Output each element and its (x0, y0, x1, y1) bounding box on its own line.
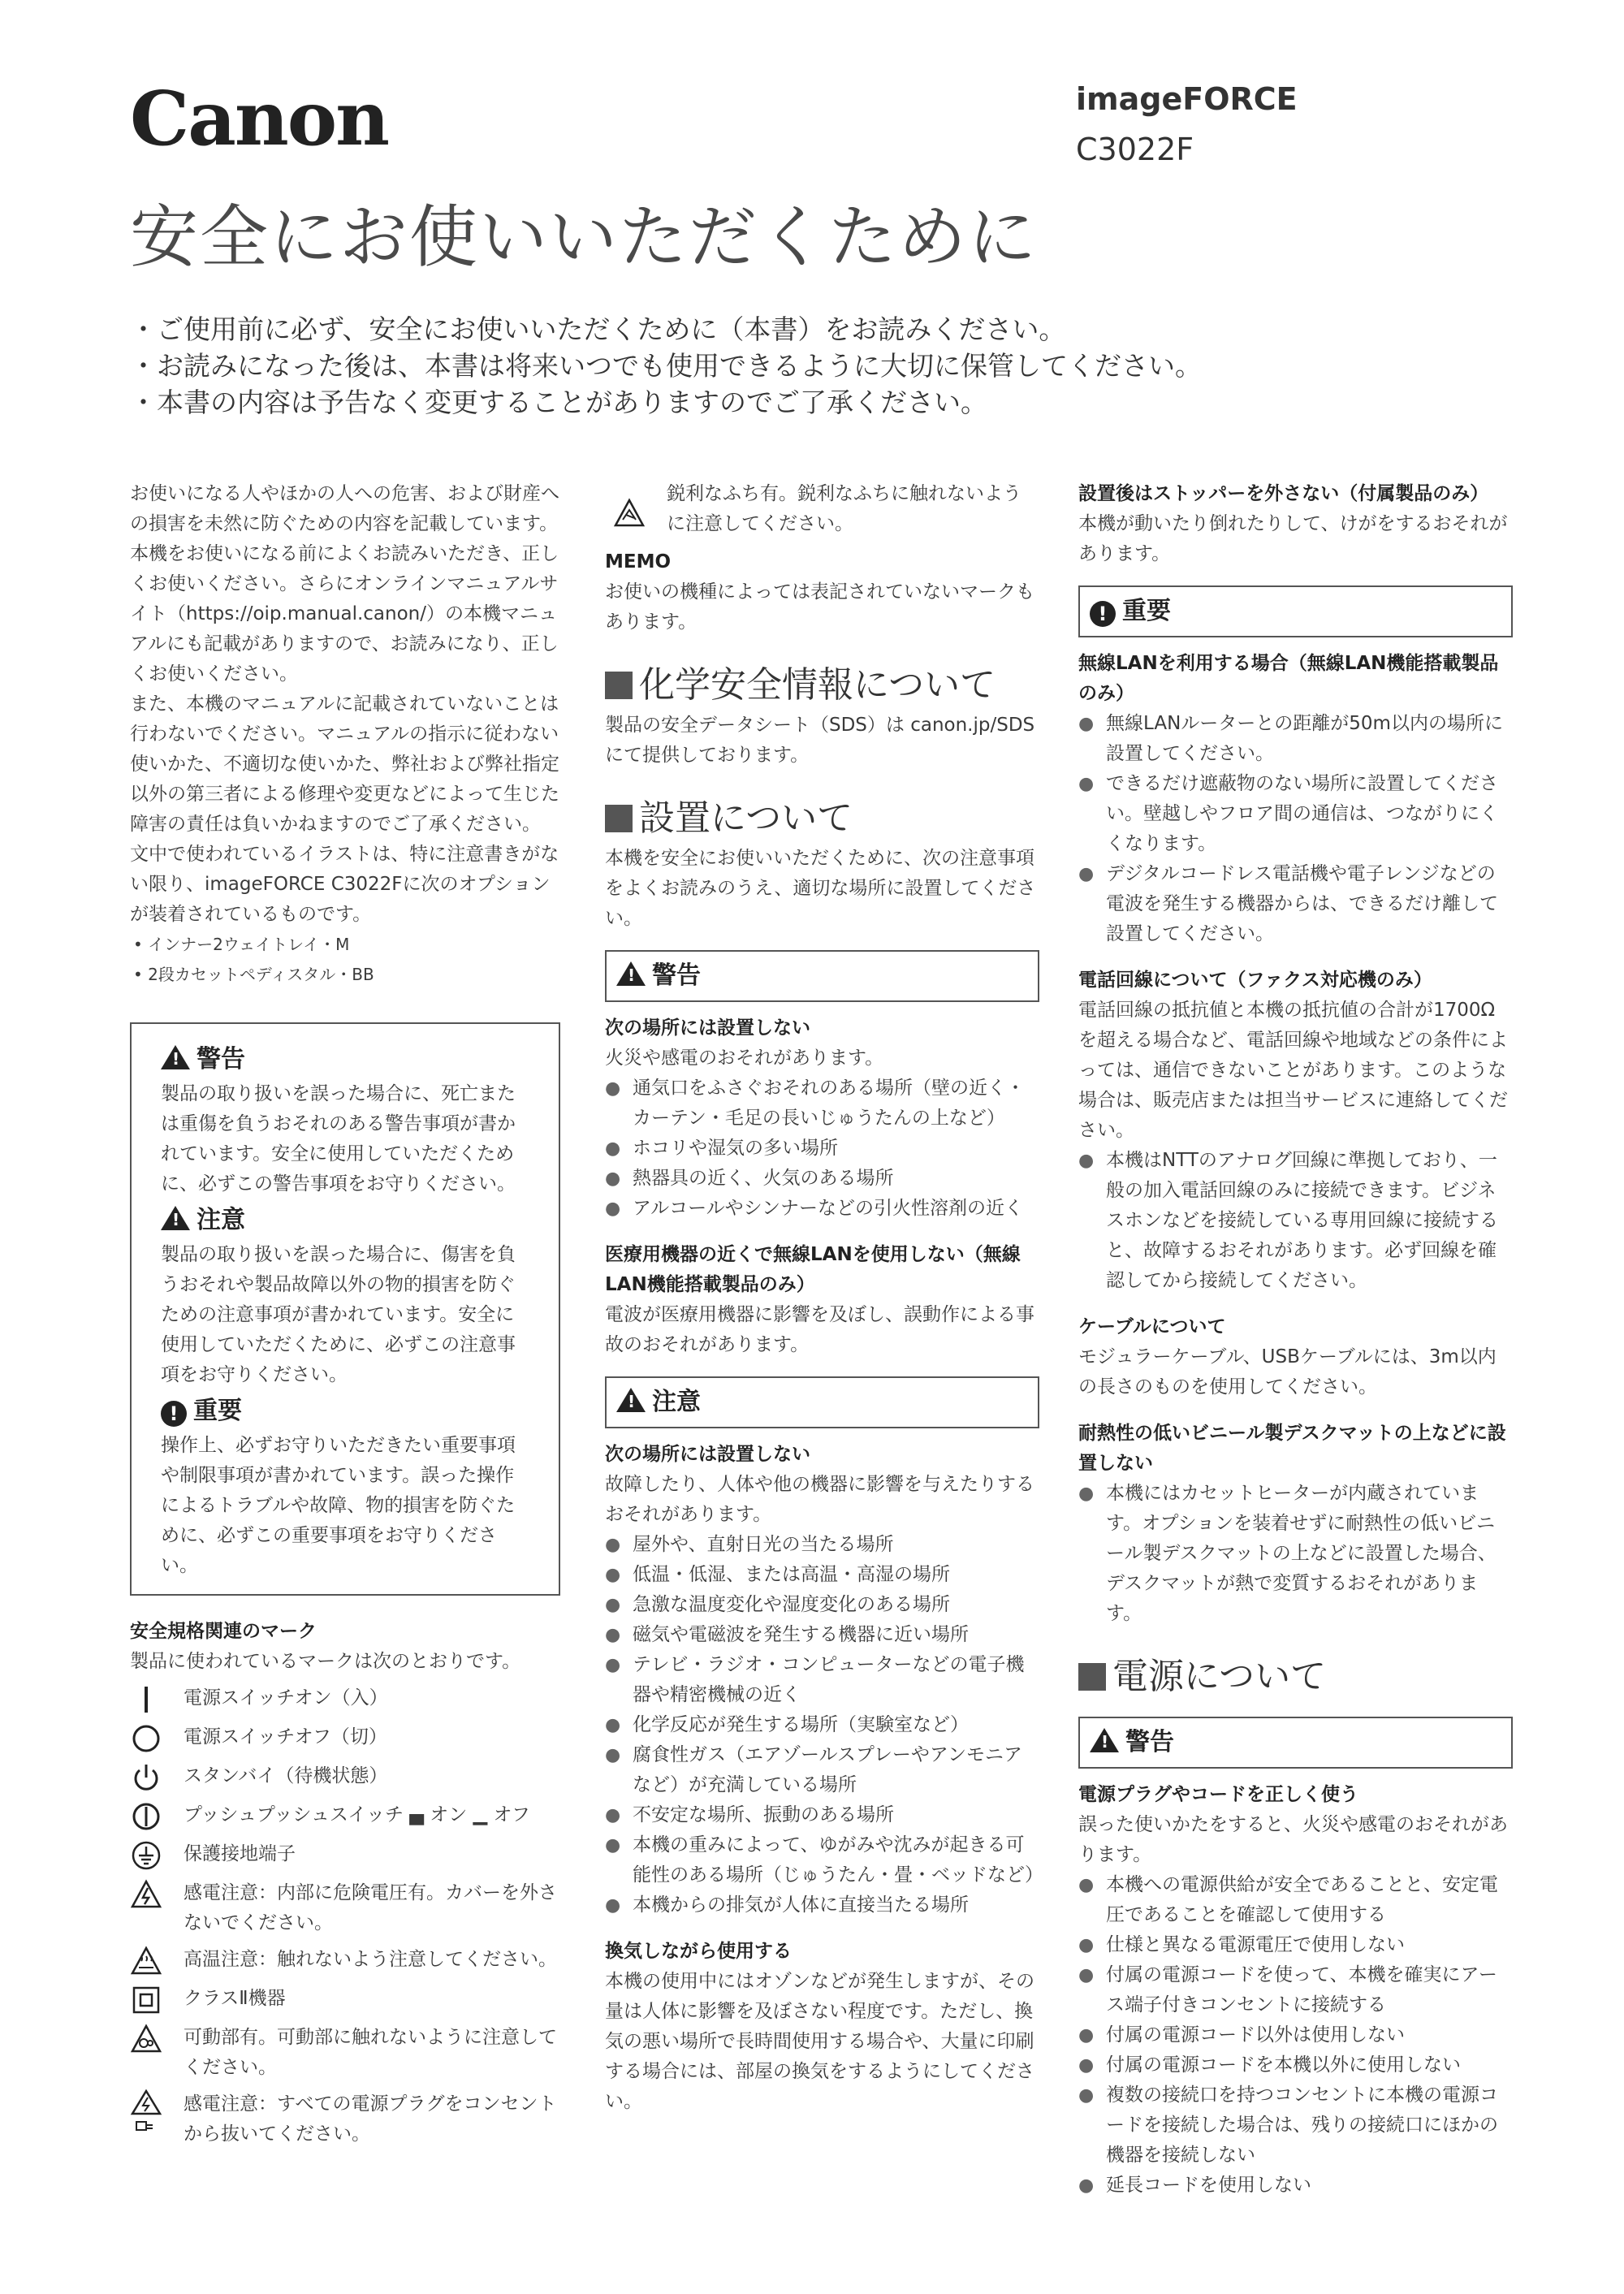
list-item: ● デジタルコードレス電話機や電子レンジなどの電波を発生する機器からは、できるだけ離して設置してください。 (1078, 859, 1513, 949)
legend-caution-text: 製品の取り扱いを誤った場合に、傷害を負うおそれや製品故障以外の物的損害を防ぐための注意事項が書かれています。安全に使用していただくために、必ずこの注意事項をお守りください。 (161, 1244, 516, 1385)
list-item: ● 熱器具の近く、火気のある場所 (605, 1164, 1039, 1194)
list-item: ● 延長コードを使用しない (1078, 2171, 1513, 2201)
option-item: • 2段カセットペディスタル・BB (133, 965, 374, 984)
moving-parts-icon (130, 2023, 162, 2055)
list-item: ● 通気口をふさぐおそれのある場所（壁の近く・カーテン・毛足の長いじゅうたんの上など） (605, 1074, 1039, 1134)
power-on-icon (130, 1683, 162, 1716)
list-item: ● 本機にはカセットヒーターが内蔵されています。オプションを装着せずに耐熱性の低いビニール製デスクマットの上などに設置した場合、デスクマットが熱で変質するおそれがあります。 (1078, 1479, 1513, 1629)
intro-line: ・ご使用前に必ず、安全にお使いいただくために（本書）をお読みください。 (130, 313, 1066, 345)
warning-box-header: !警告 (1078, 1717, 1513, 1769)
list-item: ● 本機の重みによって、ゆがみや沈みが起きる可能性のある場所（じゅうたん・畳・ベッドなど） (605, 1830, 1039, 1890)
mark-label: 感電注意：内部に危険電圧有。カバーを外さないでください。 (184, 1882, 557, 1933)
section-heading-chemical: 化学安全情報について (605, 662, 1039, 709)
important-icon: ! (161, 1401, 187, 1427)
sharp-edge-icon (613, 497, 646, 529)
mark-row (130, 1683, 560, 1716)
caution-icon (161, 1206, 190, 1230)
mark-label: 保護接地端子 (184, 1843, 296, 1864)
list-item: ● 無線LANルーターとの距離が50m以内の場所に設置してください。 (1078, 709, 1513, 769)
mark-label: 鋭利なふち有。鋭利なふちに触れないように注意してください。 (667, 483, 1021, 534)
mark-row (130, 1800, 560, 1833)
marks-title: 安全規格関連のマーク (130, 1621, 317, 1642)
mark-label: 可動部有。可動部に触れないように注意してください。 (184, 2027, 557, 2078)
canon-logo: Canon (130, 75, 388, 162)
mark-row (605, 479, 1039, 539)
list-item: ● 付属の電源コード以外は使用しない (1078, 2020, 1513, 2050)
list-item: ● 化学反応が発生する場所（実験室など） (605, 1710, 1039, 1740)
list-item: ● アルコールやシンナーなどの引火性溶剤の近く (605, 1194, 1039, 1224)
legend-caution-title: !注意 (161, 1203, 529, 1238)
body-paragraph: 本機を安全にお使いいただくために、次の注意事項をよくお読みのうえ、適切な場所に設置してください。 (605, 848, 1036, 929)
legend-warning-text: 製品の取り扱いを誤った場合に、死亡または重傷を負うおそれのある警告事項が書かれています。安全に使用していただくために、必ずこの警告事項をお守りください。 (161, 1083, 516, 1195)
warning-icon (1090, 1728, 1119, 1752)
mark-row (130, 1984, 560, 2016)
list-item: ● できるだけ遮蔽物のない場所に設置してください。壁越しやフロア間の通信は、つながりにくくなります。 (1078, 769, 1513, 859)
subheading: 電源プラグやコードを正しく使う (1078, 1784, 1358, 1805)
mark-label: スタンバイ（待機状態） (184, 1765, 388, 1786)
protective-earth-icon (130, 1839, 162, 1872)
list-item: ● 本機はNTTのアナログ回線に準拠しており、一般の加入電話回線のみに接続できます。ビジネスホンなどを接続している専用回線に接続すると、故障するおそれがあります。必ず回線を確認してから接続してください。 (1078, 1146, 1513, 1296)
mark-row (130, 1945, 560, 1977)
body-paragraph: 文中で使われているイラストは、特に注意書きがない限り、imageFORCE C3022Fに次のオプションが装着されているものです。 (130, 844, 559, 925)
list-item: ● ホコリや湿気の多い場所 (605, 1134, 1039, 1164)
subheading: 耐熱性の低いビニール製デスクマットの上などに設置しない (1078, 1423, 1506, 1474)
list-item: ● 付属の電源コードを本機以外に使用しない (1078, 2050, 1513, 2080)
standby-icon (130, 1761, 162, 1794)
push-push-switch-icon (130, 1800, 162, 1833)
mark-row (130, 1878, 560, 1938)
warning-icon (161, 1045, 190, 1069)
unplug-all-icon (130, 2089, 162, 2135)
legend-warning-title: !警告 (161, 1042, 529, 1078)
list-item: ● 腐食性ガス（エアゾールスプレーやアンモニアなど）が充満している場所 (605, 1740, 1039, 1800)
subheading: 次の場所には設置しない (605, 1444, 810, 1465)
column-middle (605, 479, 1043, 2117)
mark-row (130, 1839, 560, 1872)
subheading: 医療用機器の近くで無線LANを使用しない（無線LAN機能搭載製品のみ） (605, 1244, 1021, 1295)
caution-icon (616, 1388, 646, 1412)
model-series: imageFORCE (1076, 81, 1298, 117)
mark-label: 電源スイッチオフ（切） (184, 1726, 387, 1748)
memo-title: MEMO (605, 551, 672, 572)
memo-text: お使いの機種によっては表記されていないマークもあります。 (605, 581, 1034, 633)
list-item: ● 仕様と異なる電源電圧で使用しない (1078, 1930, 1513, 1960)
mark-label: 感電注意：すべての電源プラグをコンセントから抜いてください。 (184, 2093, 557, 2145)
column-left (130, 479, 560, 2149)
body-paragraph: 電波が医療用機器に影響を及ぼし、誤動作による事故のおそれがあります。 (605, 1304, 1034, 1355)
intro-line: ・お読みになった後は、本書は将来いつでも使用できるように大切に保管してください。 (130, 350, 1202, 382)
section-heading-installation: 設置について (605, 795, 1039, 842)
column-right (1078, 479, 1513, 2201)
list-item: ● 磁気や電磁波を発生する機器に近い場所 (605, 1620, 1039, 1650)
body-paragraph: 火災や感電のおそれがあります。 (605, 1048, 884, 1069)
caution-box-header: !注意 (605, 1376, 1039, 1428)
mark-label: 高温注意：触れないよう注意してください。 (184, 1949, 557, 1970)
body-paragraph: お使いになる人やほかの人への危害、および財産への損害を未然に防ぐための内容を記載しています。本機をお使いになる前によくお読みいただき、正しくお使いください。さらにオンラインマニュアルサイト（https://oip.manual.canon/）の本機マニュアルにも記載がありますので、お読みになり、正しくお使いください。 (130, 483, 559, 685)
list-item: ● 不安定な場所、振動のある場所 (605, 1800, 1039, 1830)
mark-row (130, 2089, 560, 2149)
section-heading-power: 電源について (1078, 1653, 1513, 1700)
square-bullet-icon (605, 672, 633, 699)
square-bullet-icon (605, 805, 633, 832)
list-item: ● 複数の接続口を持つコンセントに本機の電源コードを接続した場合は、残りの接続口にほかの機器を接続しない (1078, 2080, 1513, 2171)
list-item: ● 屋外や、直射日光の当たる場所 (605, 1530, 1039, 1560)
square-bullet-icon (1078, 1663, 1106, 1691)
body-paragraph: また、本機のマニュアルに記載されていないことは行わないでください。マニュアルの指示に従わない使いかた、不適切な使いかた、弊社および弊社指定以外の第三者による修理や変更などによって生じた障害の責任は負いかねますのでご了承ください。 (130, 693, 559, 835)
body-paragraph: 誤った使いかたをすると、火災や感電のおそれがあります。 (1078, 1814, 1508, 1865)
mark-row (130, 1761, 560, 1794)
important-box-header: ! 重要 (1078, 585, 1513, 637)
body-paragraph: 製品の安全データシート（SDS）は canon.jp/SDS にて提供しております。 (605, 715, 1035, 766)
power-off-icon (130, 1722, 162, 1755)
list-item: ● 本機への電源供給が安全であることと、安定電圧であることを確認して使用する (1078, 1870, 1513, 1930)
subheading: ケーブルについて (1078, 1316, 1226, 1337)
mark-label: クラスⅡ機器 (184, 1988, 286, 2009)
warning-box-header: !警告 (605, 950, 1039, 1002)
subheading: 換気しながら使用する (605, 1941, 792, 1962)
option-item: • インナー2ウェイトレイ・M (133, 935, 350, 954)
legend-important-title: ! 重要 (161, 1393, 529, 1429)
list-item: ● 低温・低湿、または高温・高湿の場所 (605, 1560, 1039, 1590)
subheading: 電話回線について（ファクス対応機のみ） (1078, 970, 1432, 991)
list-item: ● 付属の電源コードを使って、本機を確実にアース端子付きコンセントに接続する (1078, 1960, 1513, 2020)
hot-surface-icon (130, 1945, 162, 1977)
list-item: ● 急激な温度変化や湿度変化のある場所 (605, 1590, 1039, 1620)
subheading: 次の場所には設置しない (605, 1017, 810, 1039)
class-ii-icon (130, 1984, 162, 2016)
warning-icon (616, 961, 646, 986)
body-paragraph: 本機の使用中にはオゾンなどが発生しますが、その量は人体に影響を及ぼさない程度です。ただし、換気の悪い場所で長時間使用する場合や、大量に印刷する場合には、部屋の換気をするようにしてください。 (605, 1971, 1034, 2112)
electric-shock-icon (130, 1878, 162, 1911)
subheading: 設置後はストッパーを外さない（付属製品のみ） (1078, 483, 1489, 504)
body-paragraph: 電話回線の抵抗値と本機の抵抗値の合計が1700Ωを超える場合など、電話回線や地域などの条件によっては、通信できないことがあります。このような場合は、販売店または担当サービスに連絡してください。 (1078, 1000, 1508, 1141)
body-paragraph: 故障したり、人体や他の機器に影響を与えたりするおそれがあります。 (605, 1474, 1034, 1525)
model-number: C3022F (1076, 132, 1194, 167)
body-paragraph: 本機が動いたり倒れたりして、けがをするおそれがあります。 (1078, 513, 1508, 564)
symbol-legend-frame (130, 1022, 560, 1596)
marks-intro: 製品に使われているマークは次のとおりです。 (130, 1651, 521, 1672)
list-item: ● テレビ・ラジオ・コンピューターなどの電子機器や精密機械の近く (605, 1650, 1039, 1710)
mark-row (130, 2023, 560, 2083)
list-item: ● 本機からの排気が人体に直接当たる場所 (605, 1890, 1039, 1920)
mark-label: プッシュプッシュスイッチ ▄ オン ▁ オフ (184, 1804, 530, 1825)
page-title: 安全にお使いいただくために (130, 197, 1039, 277)
intro-line: ・本書の内容は予告なく変更することがありますのでご了承ください。 (130, 387, 987, 418)
legend-important-text: 操作上、必ずお守りいただきたい重要事項や制限事項が書かれています。誤った操作によるトラブルや故障、物的損害を防ぐために、必ずこの重要事項をお守りください。 (161, 1435, 516, 1576)
subheading: 無線LANを利用する場合（無線LAN機能搭載製品のみ） (1078, 653, 1499, 704)
important-icon: ! (1090, 601, 1116, 627)
mark-row (130, 1722, 560, 1755)
body-paragraph: モジュラーケーブル、USBケーブルには、3m以内の長さのものを使用してください。 (1078, 1346, 1497, 1398)
mark-label: 電源スイッチオン（入） (184, 1687, 388, 1709)
